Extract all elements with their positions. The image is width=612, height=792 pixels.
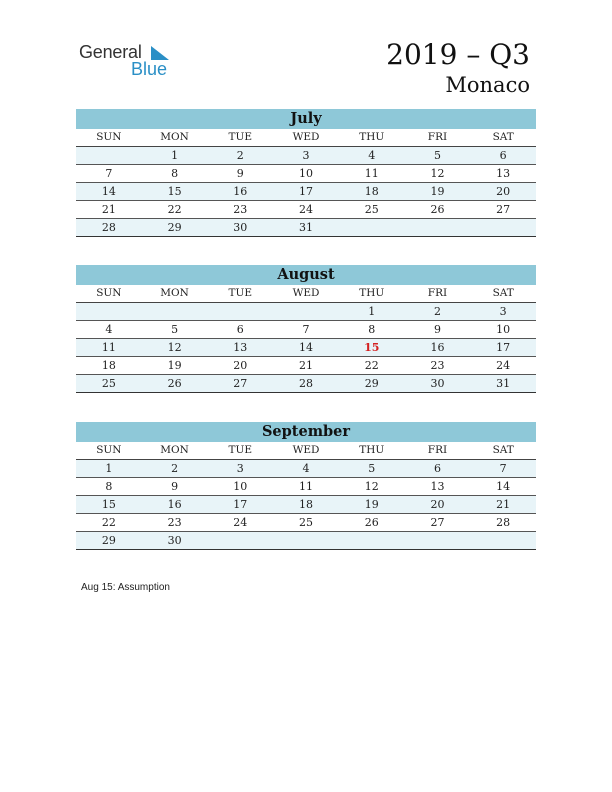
day-cell: 13 (496, 167, 511, 180)
weekday-label: SAT (492, 444, 514, 456)
week-row (76, 478, 536, 496)
holiday-note: Aug 15: Assumption (81, 582, 170, 593)
day-cell: 19 (167, 359, 182, 372)
empty-day-cell (76, 147, 142, 164)
week-row (76, 165, 536, 183)
day-cell: 30 (233, 221, 248, 234)
day-cell: 21 (299, 359, 314, 372)
day-cell: 26 (364, 516, 379, 529)
day-cell: 4 (105, 323, 113, 336)
day-cell: 29 (101, 534, 116, 547)
day-cell: 25 (101, 377, 116, 390)
day-cell: 28 (101, 221, 116, 234)
day-cell: 1 (171, 149, 179, 162)
day-cell: 16 (233, 185, 248, 198)
day-cell: 17 (496, 341, 511, 354)
day-cell: 3 (499, 305, 507, 318)
weekday-label: MON (160, 444, 189, 456)
month-july (76, 109, 536, 237)
day-cell: 11 (364, 167, 379, 180)
day-cell: 30 (430, 377, 445, 390)
empty-day-cell (273, 532, 339, 549)
week-row (76, 321, 536, 339)
week-row (76, 183, 536, 201)
day-cell: 14 (101, 185, 116, 198)
day-cell: 24 (233, 516, 248, 529)
day-cell: 10 (233, 480, 248, 493)
day-cell: 7 (105, 167, 113, 180)
empty-day-cell (470, 219, 536, 236)
day-cell: 24 (299, 203, 314, 216)
logo (79, 42, 179, 82)
day-cell: 31 (299, 221, 314, 234)
day-cell: 14 (496, 480, 511, 493)
weekday-label: MON (160, 287, 189, 299)
day-cell: 13 (233, 341, 248, 354)
weekday-header-row (76, 129, 536, 147)
day-cell: 28 (299, 377, 314, 390)
day-cell: 6 (236, 323, 244, 336)
day-cell: 29 (364, 377, 379, 390)
empty-day-cell (273, 303, 339, 320)
day-cell: 25 (364, 203, 379, 216)
day-cell: 4 (368, 149, 376, 162)
empty-day-cell (76, 303, 142, 320)
week-row (76, 303, 536, 321)
empty-day-cell (470, 532, 536, 549)
weekday-label: FRI (427, 287, 448, 299)
month-august (76, 265, 536, 393)
weekday-header-row (76, 442, 536, 460)
weekday-label: THU (359, 287, 385, 299)
week-row (76, 147, 536, 165)
week-row (76, 357, 536, 375)
day-cell: 20 (496, 185, 511, 198)
day-cell: 12 (430, 167, 445, 180)
empty-day-cell (339, 219, 405, 236)
day-cell: 21 (496, 498, 511, 511)
empty-day-cell (207, 532, 273, 549)
day-cell: 19 (430, 185, 445, 198)
month-september (76, 422, 536, 550)
holiday-day-cell: 15 (364, 341, 380, 354)
day-cell: 21 (101, 203, 116, 216)
day-cell: 7 (499, 462, 507, 475)
day-cell: 27 (496, 203, 511, 216)
day-cell: 2 (433, 305, 441, 318)
day-cell: 18 (364, 185, 379, 198)
day-cell: 12 (167, 341, 182, 354)
weekday-label: SUN (96, 444, 122, 456)
day-cell: 26 (167, 377, 182, 390)
logo-word-blue: Blue (131, 59, 168, 79)
day-cell: 2 (171, 462, 179, 475)
empty-day-cell (405, 532, 471, 549)
day-cell: 4 (302, 462, 310, 475)
day-cell: 23 (233, 203, 248, 216)
week-row (76, 514, 536, 532)
weekday-label: WED (292, 287, 320, 299)
day-cell: 17 (299, 185, 314, 198)
day-cell: 13 (430, 480, 445, 493)
page-title: 2019 – Q3 (386, 38, 530, 71)
weekday-label: SUN (96, 287, 122, 299)
day-cell: 9 (433, 323, 441, 336)
empty-day-cell (207, 303, 273, 320)
day-cell: 1 (105, 462, 113, 475)
day-cell: 5 (433, 149, 441, 162)
weekday-label: THU (359, 131, 385, 143)
day-cell: 11 (299, 480, 314, 493)
weekday-label: SAT (492, 131, 514, 143)
day-cell: 3 (236, 462, 244, 475)
empty-day-cell (339, 532, 405, 549)
day-cell: 23 (430, 359, 445, 372)
holiday-notes (81, 582, 170, 593)
day-cell: 26 (430, 203, 445, 216)
day-cell: 22 (101, 516, 116, 529)
week-row (76, 532, 536, 550)
weekday-label: WED (292, 131, 320, 143)
day-cell: 16 (167, 498, 182, 511)
weekday-label: WED (292, 444, 320, 456)
day-cell: 7 (302, 323, 310, 336)
week-row (76, 339, 536, 357)
day-cell: 27 (430, 516, 445, 529)
weekday-label: SAT (492, 287, 514, 299)
day-cell: 3 (302, 149, 310, 162)
weekday-header-row (76, 285, 536, 303)
day-cell: 6 (499, 149, 507, 162)
day-cell: 18 (101, 359, 116, 372)
month-title: July (76, 109, 536, 129)
day-cell: 15 (101, 498, 116, 511)
day-cell: 23 (167, 516, 182, 529)
weekday-label: TUE (228, 444, 253, 456)
day-cell: 2 (236, 149, 244, 162)
day-cell: 20 (430, 498, 445, 511)
day-cell: 19 (364, 498, 379, 511)
day-cell: 6 (433, 462, 441, 475)
day-cell: 29 (167, 221, 182, 234)
day-cell: 10 (496, 323, 511, 336)
week-row (76, 460, 536, 478)
day-cell: 5 (171, 323, 179, 336)
week-row (76, 375, 536, 393)
day-cell: 8 (171, 167, 179, 180)
day-cell: 18 (299, 498, 314, 511)
day-cell: 11 (101, 341, 116, 354)
day-cell: 16 (430, 341, 445, 354)
weekday-label: FRI (427, 131, 448, 143)
day-cell: 22 (167, 203, 182, 216)
logo-triangle-icon (151, 46, 169, 60)
day-cell: 9 (236, 167, 244, 180)
weekday-label: MON (160, 131, 189, 143)
day-cell: 12 (364, 480, 379, 493)
day-cell: 25 (299, 516, 314, 529)
month-title: August (76, 265, 536, 285)
day-cell: 27 (233, 377, 248, 390)
day-cell: 10 (299, 167, 314, 180)
empty-day-cell (405, 219, 471, 236)
week-row (76, 219, 536, 237)
empty-day-cell (142, 303, 208, 320)
day-cell: 14 (299, 341, 314, 354)
weekday-label: SUN (96, 131, 122, 143)
day-cell: 9 (171, 480, 179, 493)
day-cell: 8 (368, 323, 376, 336)
day-cell: 22 (364, 359, 379, 372)
logo-word-general: General (79, 42, 142, 62)
day-cell: 15 (167, 185, 182, 198)
day-cell: 24 (496, 359, 511, 372)
weekday-label: FRI (427, 444, 448, 456)
day-cell: 1 (368, 305, 376, 318)
day-cell: 20 (233, 359, 248, 372)
month-title: September (76, 422, 536, 442)
country-name: Monaco (445, 73, 530, 97)
day-cell: 5 (368, 462, 376, 475)
day-cell: 30 (167, 534, 182, 547)
weekday-label: TUE (228, 287, 253, 299)
week-row (76, 496, 536, 514)
weekday-label: THU (359, 444, 385, 456)
day-cell: 8 (105, 480, 113, 493)
weekday-label: TUE (228, 131, 253, 143)
week-row (76, 201, 536, 219)
day-cell: 17 (233, 498, 248, 511)
day-cell: 28 (496, 516, 511, 529)
day-cell: 31 (496, 377, 511, 390)
